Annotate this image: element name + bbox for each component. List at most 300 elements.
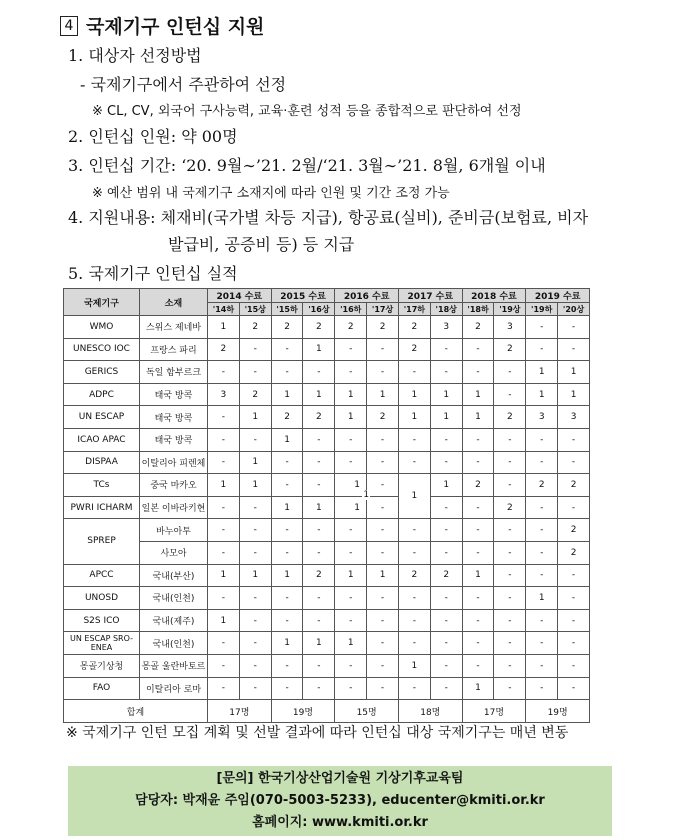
value-cell: 2 xyxy=(430,564,462,587)
value-cell: - xyxy=(526,519,558,542)
value-cell: 1 xyxy=(335,564,367,587)
value-cell: - xyxy=(398,632,430,655)
value-cell: 1 xyxy=(398,406,430,429)
value-cell: - xyxy=(367,654,399,677)
total-value: 19명 xyxy=(526,700,590,723)
table-row xyxy=(64,587,590,610)
total-value: 17명 xyxy=(208,700,272,723)
value-cell: - xyxy=(462,587,494,610)
value-cell: 2 xyxy=(558,474,590,497)
value-cell: - xyxy=(494,519,526,542)
value-cell: - xyxy=(558,632,590,655)
total-value: 19명 xyxy=(271,700,335,723)
value-cell: - xyxy=(430,338,462,361)
value-cell: - xyxy=(494,383,526,406)
value-cell: 1 xyxy=(239,474,271,497)
value-cell: - xyxy=(526,451,558,474)
value-text: 1 xyxy=(354,479,360,490)
value-cell: - xyxy=(494,541,526,564)
value-cell: 2 xyxy=(271,316,303,339)
value-cell: 1 xyxy=(239,564,271,587)
value-cell: - xyxy=(335,361,367,384)
value-cell: 3 xyxy=(430,316,462,339)
value-cell: - xyxy=(303,428,335,451)
value-cell: - xyxy=(398,519,430,542)
header-term: '17상 xyxy=(367,303,399,316)
org-cell: UNESCO IOC xyxy=(64,338,140,361)
value-cell: - xyxy=(367,428,399,451)
header-org: 국제기구 xyxy=(64,289,140,316)
value-cell: 2 xyxy=(398,564,430,587)
table-row xyxy=(64,428,590,451)
header-year: 2018 수료 xyxy=(462,289,526,303)
value-cell: - xyxy=(208,451,240,474)
value-cell: - xyxy=(303,677,335,700)
org-cell: PWRI ICHARM xyxy=(64,496,140,519)
item-record: 5. 국제기구 인턴십 실적 xyxy=(68,264,238,283)
org-cell: DISPAA xyxy=(64,451,140,474)
value-cell: - xyxy=(367,677,399,700)
value-cell: - xyxy=(303,654,335,677)
value-cell: 1 xyxy=(367,564,399,587)
value-cell: - xyxy=(239,428,271,451)
value-cell: 1 xyxy=(430,383,462,406)
value-cell: - xyxy=(558,564,590,587)
value-cell: - xyxy=(271,677,303,700)
value-cell: - xyxy=(271,541,303,564)
value-cell: - xyxy=(494,587,526,610)
value-cell: - xyxy=(271,361,303,384)
value-cell: - xyxy=(462,519,494,542)
section-number: 4 xyxy=(60,16,78,36)
value-cell: - xyxy=(208,677,240,700)
table-row xyxy=(64,406,590,429)
value-cell: - xyxy=(208,361,240,384)
value-cell: 2 xyxy=(208,338,240,361)
table-row xyxy=(64,474,590,497)
header-year: 2019 수료 xyxy=(526,289,590,303)
value-cell: - xyxy=(335,541,367,564)
value-cell: 3 xyxy=(526,406,558,429)
value-cell xyxy=(335,474,370,501)
internship-record-table xyxy=(63,288,590,723)
value-cell: - xyxy=(367,474,399,497)
table-row xyxy=(64,361,590,384)
value-cell: - xyxy=(558,496,590,519)
header-location: 소재 xyxy=(140,289,208,316)
value-cell: 1 xyxy=(239,451,271,474)
total-value: 18명 xyxy=(398,700,462,723)
value-cell: 1 xyxy=(303,632,335,655)
location-cell: 국내(제주) xyxy=(140,609,208,632)
location-cell: 태국 방콕 xyxy=(140,406,208,429)
value-cell: - xyxy=(239,677,271,700)
location-cell: 국내(인천) xyxy=(140,632,208,655)
value-cell: - xyxy=(367,609,399,632)
location-cell: 스위스 제네바 xyxy=(140,316,208,339)
value-cell: - xyxy=(335,654,367,677)
contact-person: 담당자: 박재윤 주임(070-5003-5233), educenter@kmiti.or.kr xyxy=(135,793,545,808)
value-cell: - xyxy=(303,587,335,610)
total-value: 17명 xyxy=(462,700,526,723)
value-cell: 2 xyxy=(367,316,399,339)
value-cell: 1 xyxy=(271,632,303,655)
value-cell: - xyxy=(208,519,240,542)
value-cell: - xyxy=(398,361,430,384)
value-cell: - xyxy=(462,632,494,655)
value-cell: - xyxy=(239,587,271,610)
value-cell: 2 xyxy=(335,316,367,339)
table-row xyxy=(64,564,590,587)
contact-box xyxy=(68,766,612,836)
value-cell: 1 xyxy=(430,406,462,429)
header-year: 2015 수료 xyxy=(271,289,335,303)
item-personnel: 2. 인턴십 인원: 약 00명 xyxy=(68,127,238,146)
value-cell: 1 xyxy=(398,654,430,677)
org-cell: FAO xyxy=(64,677,140,700)
section-title xyxy=(60,12,264,39)
header-term: '16상 xyxy=(303,303,335,316)
value-cell: - xyxy=(271,654,303,677)
org-cell: UN ESCAP xyxy=(64,406,140,429)
value-cell: - xyxy=(526,541,558,564)
value-cell: 1 xyxy=(462,677,494,700)
table-row xyxy=(64,632,590,655)
value-cell: - xyxy=(208,541,240,564)
header-term: '15하 xyxy=(271,303,303,316)
value-cell: 1 xyxy=(271,428,303,451)
value-cell: 1 xyxy=(558,361,590,384)
value-cell: - xyxy=(462,496,494,519)
table-row xyxy=(64,677,590,700)
value-cell: 2 xyxy=(239,316,271,339)
value-cell: - xyxy=(462,451,494,474)
value-cell: - xyxy=(208,496,240,519)
value-cell: - xyxy=(558,316,590,339)
value-cell: - xyxy=(430,451,462,474)
table-row xyxy=(64,451,590,474)
value-cell: 1 xyxy=(208,564,240,587)
value-cell: - xyxy=(398,541,430,564)
value-cell: - xyxy=(398,587,430,610)
value-cell: 2 xyxy=(239,383,271,406)
value-cell: 1 xyxy=(208,316,240,339)
value-cell: - xyxy=(367,496,399,519)
location-cell: 사모아 xyxy=(140,541,208,564)
value-cell: - xyxy=(271,338,303,361)
value-cell: - xyxy=(335,609,367,632)
value-cell: 3 xyxy=(558,406,590,429)
value-cell: - xyxy=(303,609,335,632)
value-cell: - xyxy=(526,564,558,587)
header-term: '19하 xyxy=(526,303,558,316)
value-cell: - xyxy=(494,632,526,655)
value-cell: - xyxy=(430,587,462,610)
value-cell: 3 xyxy=(208,383,240,406)
value-cell: - xyxy=(271,609,303,632)
location-cell: 바누아투 xyxy=(140,519,208,542)
value-cell: - xyxy=(430,428,462,451)
value-cell: - xyxy=(239,496,271,519)
value-cell: - xyxy=(303,474,335,497)
org-cell: ICAO APAC xyxy=(64,428,140,451)
value-cell: 2 xyxy=(303,316,335,339)
value-cell: - xyxy=(239,632,271,655)
value-cell: - xyxy=(558,338,590,361)
value-cell: - xyxy=(462,654,494,677)
value-cell: - xyxy=(239,519,271,542)
value-cell: - xyxy=(526,632,558,655)
value-cell: 1 xyxy=(208,474,240,497)
value-cell: - xyxy=(558,587,590,610)
value-cell: - xyxy=(494,609,526,632)
header-year: 2014 수료 xyxy=(208,289,272,303)
value-cell: 2 xyxy=(303,564,335,587)
value-cell: - xyxy=(558,428,590,451)
value-cell: 1 xyxy=(526,383,558,406)
value-cell: - xyxy=(335,428,367,451)
value-cell: - xyxy=(367,541,399,564)
header-term: '14하 xyxy=(208,303,240,316)
value-cell: 2 xyxy=(303,406,335,429)
value-cell: - xyxy=(526,654,558,677)
value-cell: - xyxy=(494,361,526,384)
value-cell: 1 xyxy=(526,361,558,384)
value-cell: 1 xyxy=(526,587,558,610)
org-cell: S2S ICO xyxy=(64,609,140,632)
value-cell: - xyxy=(526,316,558,339)
value-cell: - xyxy=(239,338,271,361)
value-cell: 2 xyxy=(271,406,303,429)
header-term: '20상 xyxy=(558,303,590,316)
org-cell: SPREP xyxy=(64,519,140,564)
value-cell: - xyxy=(526,609,558,632)
value-cell: - xyxy=(335,519,367,542)
value-cell: - xyxy=(462,361,494,384)
table-row xyxy=(64,519,590,542)
value-cell: 2 xyxy=(367,406,399,429)
value-cell: - xyxy=(494,428,526,451)
value-cell: - xyxy=(462,338,494,361)
value-cell: - xyxy=(367,338,399,361)
value-cell: 2 xyxy=(558,519,590,542)
location-cell: 태국 방콕 xyxy=(140,428,208,451)
header-term: '16하 xyxy=(335,303,367,316)
org-cell: WMO xyxy=(64,316,140,339)
value-cell: - xyxy=(430,519,462,542)
value-cell: 1 xyxy=(335,632,367,655)
item-target-select: 1. 대상자 선정방법 xyxy=(68,46,202,65)
value-cell: 1 xyxy=(271,496,303,519)
value-cell: - xyxy=(494,677,526,700)
contact-org: [문의] 한국기상산업기술원 기상기후교육팀 xyxy=(216,771,464,786)
table-row xyxy=(64,654,590,677)
value-cell: 1 xyxy=(462,383,494,406)
value-cell: 1 xyxy=(303,338,335,361)
value-cell: 2 xyxy=(398,338,430,361)
value-cell: - xyxy=(208,587,240,610)
value-cell: 1 xyxy=(303,496,335,519)
value-cell: 1 xyxy=(558,383,590,406)
item-target-select-note: ※ CL, CV, 외국어 구사능력, 교육·훈련 성적 등을 종합적으로 판단하여 선정 xyxy=(92,104,522,119)
value-cell: - xyxy=(303,519,335,542)
table-row xyxy=(64,338,590,361)
merged-value-cell: 1 xyxy=(398,474,430,519)
value-cell: 1 xyxy=(335,406,367,429)
org-cell: GERICS xyxy=(64,361,140,384)
value-cell: - xyxy=(462,541,494,564)
total-label: 합계 xyxy=(64,700,208,723)
section-title-text: 국제기구 인턴십 지원 xyxy=(86,16,265,38)
table-row xyxy=(64,609,590,632)
value-cell: - xyxy=(335,451,367,474)
value-cell: - xyxy=(303,451,335,474)
contact-homepage: 홈페이지: www.kmiti.or.kr xyxy=(252,815,428,830)
header-term: '18하 xyxy=(462,303,494,316)
value-cell: - xyxy=(526,338,558,361)
value-cell: 2 xyxy=(462,316,494,339)
value-cell: - xyxy=(239,541,271,564)
total-value: 15명 xyxy=(335,700,399,723)
value-cell: - xyxy=(303,541,335,564)
value-cell: 2 xyxy=(398,316,430,339)
value-cell: - xyxy=(367,587,399,610)
value-cell: - xyxy=(398,428,430,451)
value-cell: - xyxy=(558,654,590,677)
table-row-total xyxy=(64,700,590,723)
header-term: '19상 xyxy=(494,303,526,316)
value-cell: - xyxy=(462,609,494,632)
location-cell: 프랑스 파리 xyxy=(140,338,208,361)
table-row xyxy=(64,541,590,564)
location-cell: 몽골 울란바토르 xyxy=(140,654,208,677)
value-cell: - xyxy=(398,451,430,474)
value-cell: - xyxy=(239,361,271,384)
value-cell: - xyxy=(430,541,462,564)
value-cell: - xyxy=(558,451,590,474)
value-cell: - xyxy=(208,654,240,677)
value-cell: 1 xyxy=(462,564,494,587)
value-cell: - xyxy=(303,361,335,384)
value-cell: - xyxy=(335,587,367,610)
value-cell: - xyxy=(494,564,526,587)
value-cell: 1 xyxy=(367,383,399,406)
location-cell: 이탈리아 로마 xyxy=(140,677,208,700)
value-cell: 1 xyxy=(430,474,462,497)
value-cell: 1 xyxy=(239,406,271,429)
table-row xyxy=(64,316,590,339)
location-cell: 이탈리아 피렌체 xyxy=(140,451,208,474)
value-cell: - xyxy=(271,587,303,610)
value-cell: - xyxy=(367,519,399,542)
org-cell: ADPC xyxy=(64,383,140,406)
value-cell: - xyxy=(430,632,462,655)
org-cell: UN ESCAP SRO-ENEA xyxy=(64,632,140,655)
value-cell: 1 xyxy=(271,383,303,406)
header-term: '15상 xyxy=(239,303,271,316)
location-cell: 국내(인천) xyxy=(140,587,208,610)
value-cell: - xyxy=(526,428,558,451)
value-cell: - xyxy=(430,609,462,632)
value-cell: 2 xyxy=(494,406,526,429)
value-cell: - xyxy=(430,677,462,700)
value-cell: 1 xyxy=(208,609,240,632)
item-support-cont: 발급비, 공증비 등) 등 지급 xyxy=(168,235,355,254)
org-cell: TCs xyxy=(64,474,140,497)
value-cell: - xyxy=(239,654,271,677)
value-cell: - xyxy=(398,677,430,700)
value-cell: - xyxy=(271,519,303,542)
value-cell: - xyxy=(430,496,462,519)
value-cell: - xyxy=(494,654,526,677)
org-cell: UNOSD xyxy=(64,587,140,610)
value-cell: - xyxy=(430,654,462,677)
item-period-note: ※ 예산 범위 내 국제기구 소재지에 따라 인원 및 기간 조정 가능 xyxy=(92,186,450,201)
value-cell: - xyxy=(430,361,462,384)
value-cell: 1 xyxy=(462,406,494,429)
merged-value: 1 xyxy=(363,490,370,501)
value-cell: - xyxy=(335,338,367,361)
value-cell: - xyxy=(367,632,399,655)
value-cell: - xyxy=(367,361,399,384)
header-term: '17하 xyxy=(398,303,430,316)
org-cell: APCC xyxy=(64,564,140,587)
value-cell: - xyxy=(526,496,558,519)
value-cell: 1 xyxy=(335,383,367,406)
value-cell: - xyxy=(335,677,367,700)
item-support: 4. 지원내용: 체재비(국가별 차등 지급), 항공료(실비), 준비금(보험료, 비자 xyxy=(68,208,589,227)
item-target-select-sub: - 국제기구에서 주관하여 선정 xyxy=(80,75,287,94)
value-cell: - xyxy=(271,474,303,497)
value-cell: - xyxy=(494,474,526,497)
location-cell: 중국 마카오 xyxy=(140,474,208,497)
value-cell: - xyxy=(208,428,240,451)
value-cell: - xyxy=(239,609,271,632)
value-cell: 3 xyxy=(494,316,526,339)
footnote: ※ 국제기구 인턴 모집 계획 및 선발 결과에 따라 인턴십 대상 국제기구는 매년 변동 xyxy=(66,725,569,741)
value-cell: 1 xyxy=(303,383,335,406)
item-period: 3. 인턴십 기간: ‘20. 9월∼’21. 2월/‘21. 3월∼’21. 8월, 6개월 이내 xyxy=(68,156,546,175)
value-cell: 2 xyxy=(526,474,558,497)
value-cell: - xyxy=(526,677,558,700)
org-cell: 몽골기상청 xyxy=(64,654,140,677)
table-row xyxy=(64,383,590,406)
value-cell: 1 xyxy=(271,564,303,587)
value-cell: - xyxy=(462,428,494,451)
location-cell: 일본 이바라키현 xyxy=(140,496,208,519)
value-cell: - xyxy=(271,451,303,474)
value-text: 1 xyxy=(354,502,360,513)
value-cell: - xyxy=(208,632,240,655)
location-cell: 태국 방콕 xyxy=(140,383,208,406)
value-cell: 1 xyxy=(398,383,430,406)
header-year: 2017 수료 xyxy=(398,289,462,303)
value-cell: 2 xyxy=(494,496,526,519)
value-cell: 2 xyxy=(558,541,590,564)
value-cell: - xyxy=(494,451,526,474)
value-cell: 2 xyxy=(494,338,526,361)
value-cell: - xyxy=(367,451,399,474)
location-cell: 독일 함부르크 xyxy=(140,361,208,384)
location-cell: 국내(부산) xyxy=(140,564,208,587)
header-term: '18상 xyxy=(430,303,462,316)
table-row xyxy=(64,496,590,519)
value-cell: - xyxy=(558,609,590,632)
value-cell: 2 xyxy=(462,474,494,497)
value-cell: - xyxy=(558,677,590,700)
value-cell: - xyxy=(208,406,240,429)
value-cell: - xyxy=(398,609,430,632)
